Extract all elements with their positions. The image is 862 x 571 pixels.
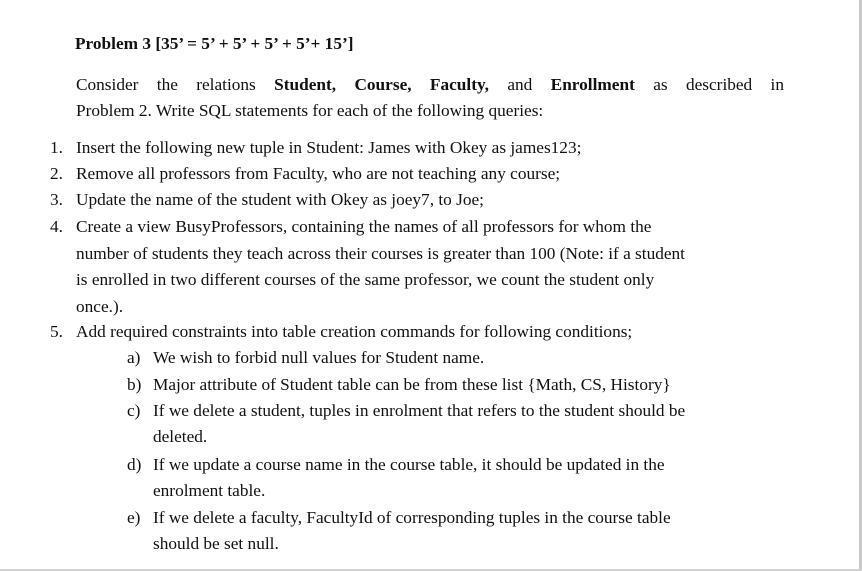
subitem-text: If we delete a student, tuples in enrolment that refers to the student should be deleted. [153, 401, 686, 446]
intro-line-1: Consider the relations Student, Course, Faculty, and Enrollment as described in [76, 75, 785, 94]
question-text: Update the name of the student with Okey as joey7, to Joe; [76, 190, 484, 209]
subitem-letter: b) [127, 375, 142, 394]
intro-line-2: Problem 2. Write SQL statements for each of the following queries: [76, 100, 544, 120]
subitem-letter: c) [127, 401, 141, 420]
subitem-text: If we delete a faculty, FacultyId of corresponding tuples in the course table should be set null. [153, 508, 671, 553]
subitem-text: If we update a course name in the course table, it should be updated in the enrolment table. [153, 455, 665, 500]
subitem-letter: e) [127, 508, 141, 527]
question-number: 4. [50, 217, 63, 236]
question-text: Remove all professors from Faculty, who are not teaching any course; [76, 164, 561, 183]
intro-paragraph [76, 72, 784, 123]
question-number: 2. [50, 164, 63, 183]
problem-heading: Problem 3 [35’ = 5’ + 5’ + 5’ + 5’+ 15’] [75, 34, 354, 53]
subitem-text: We wish to forbid null values for Student name. [153, 348, 485, 367]
relations-names: Student, Course, Faculty, [274, 75, 489, 94]
relation-enrollment: Enrollment [550, 75, 635, 94]
question-text: Create a view BusyProfessors, containing the names of all professors for whom the number of students they teach across their courses is greater than 100 (Note: if a student is enrolled in two different courses of the same professor, we count the student only once.). [76, 217, 685, 316]
question-number: 1. [50, 138, 63, 157]
subitem-letter: a) [127, 348, 141, 367]
question-number: 3. [50, 190, 63, 209]
question-text: Add required constraints into table creation commands for following conditions; [76, 322, 633, 341]
question-text: Insert the following new tuple in Student: James with Okey as james123; [76, 138, 582, 157]
subitem-letter: d) [127, 455, 142, 474]
subitem-text: Major attribute of Student table can be from these list {Math, CS, History} [153, 375, 671, 394]
question-number: 5. [50, 322, 63, 341]
